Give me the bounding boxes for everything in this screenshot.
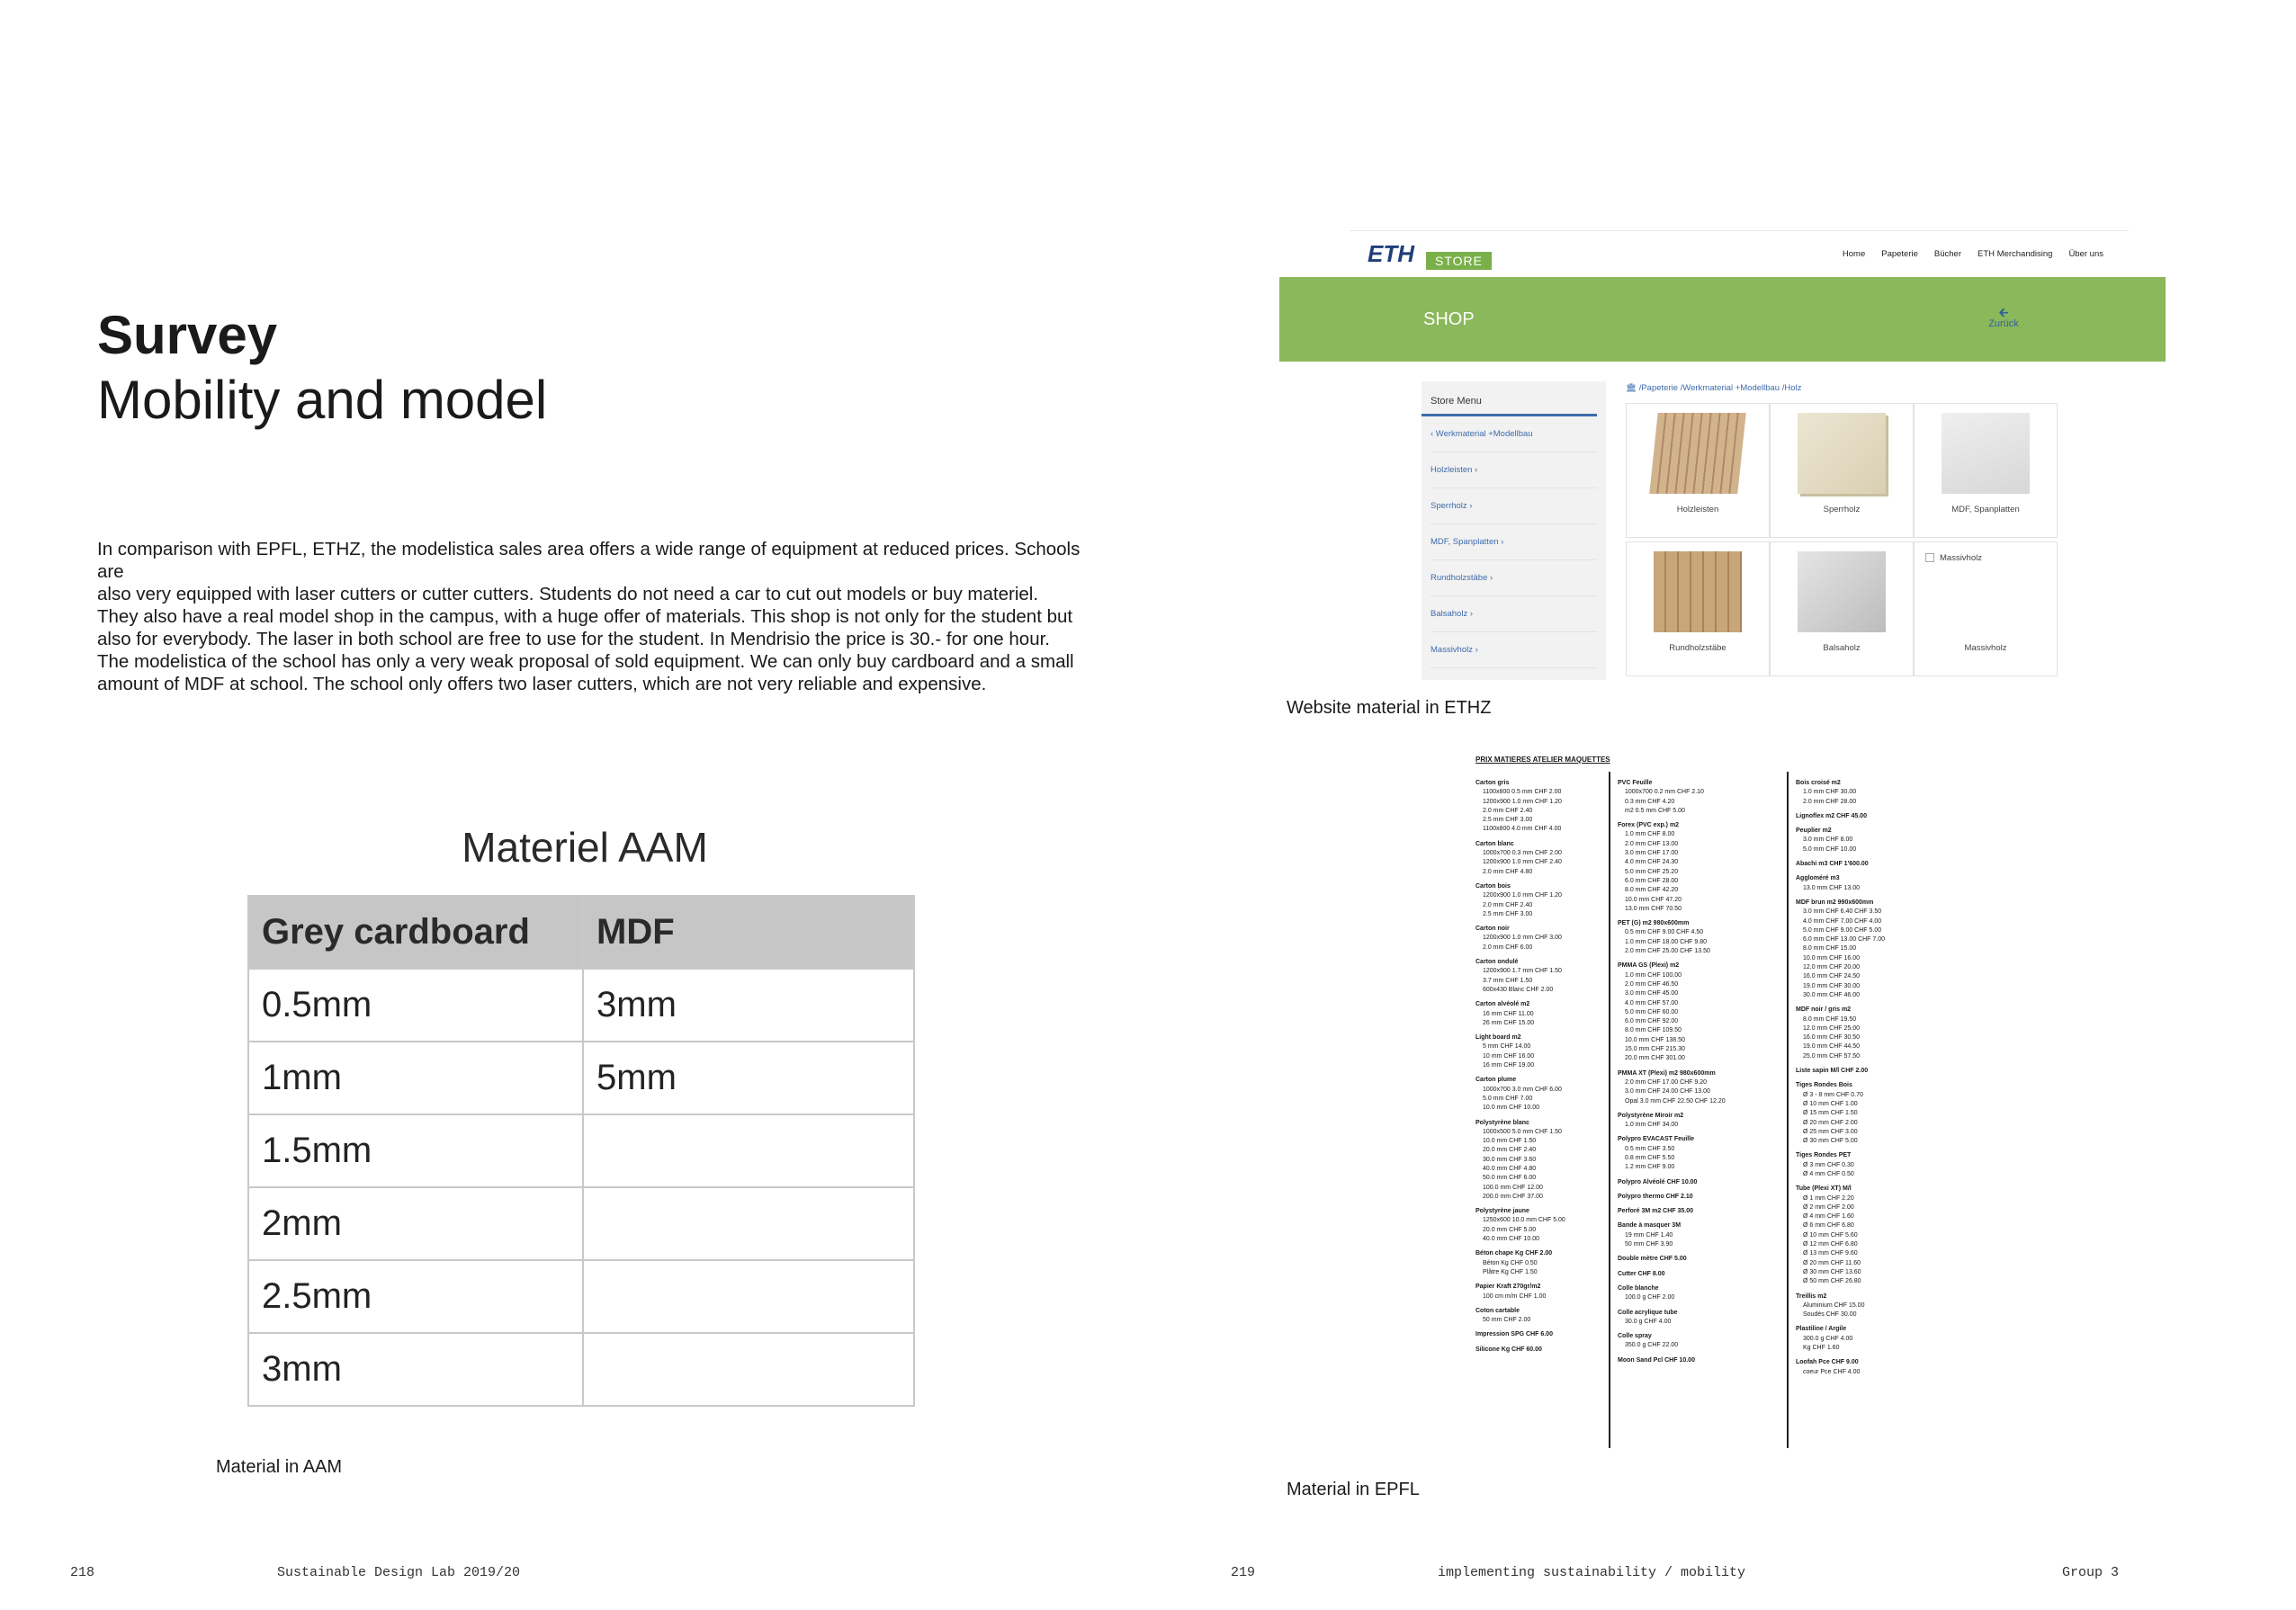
price-row: Ø 3 mm CHF 0.30 bbox=[1803, 1161, 1854, 1168]
price-group-heading: Peuplier m2 bbox=[1796, 827, 1832, 835]
price-group-heading: Carton noir bbox=[1475, 926, 1510, 933]
price-row: Ø 15 mm CHF 1.50 bbox=[1803, 1110, 1858, 1117]
price-group-heading: Plastiline / Argile bbox=[1796, 1326, 1847, 1333]
price-row: 300.0 g CHF 4.00 bbox=[1803, 1335, 1853, 1342]
price-row: 5 mm CHF 14.00 bbox=[1483, 1043, 1531, 1051]
price-row: 26 mm CHF 15.00 bbox=[1483, 1019, 1535, 1026]
price-group-heading: Lignoflex m2 CHF 45.00 bbox=[1796, 812, 1867, 819]
price-group-heading: Carton gris bbox=[1475, 780, 1510, 786]
price-group-heading: Béton chape Kg CHF 2.00 bbox=[1475, 1250, 1553, 1257]
price-row: Opal 3.0 mm CHF 22.50 CHF 12.20 bbox=[1625, 1097, 1726, 1105]
price-row: 5.0 mm CHF 25.20 bbox=[1625, 868, 1679, 875]
price-row: 1000x700 3.0 mm CHF 6.00 bbox=[1483, 1086, 1562, 1093]
table-cell bbox=[583, 1260, 914, 1333]
home-icon: 🏛 bbox=[1626, 383, 1637, 393]
price-row: 8.0 mm CHF 109.50 bbox=[1625, 1027, 1682, 1034]
figure-caption-aam: Material in AAM bbox=[216, 1457, 343, 1477]
table-cell: 2mm bbox=[248, 1187, 583, 1260]
price-row: 16 mm CHF 11.00 bbox=[1483, 1010, 1534, 1017]
eth-nav-item: Über uns bbox=[2068, 249, 2103, 259]
price-row: 16.0 mm CHF 24.50 bbox=[1803, 973, 1861, 980]
price-row: 10 mm CHF 16.00 bbox=[1483, 1052, 1535, 1060]
eth-menu-item: Massivholz › bbox=[1431, 632, 1597, 668]
eth-back-link bbox=[1977, 306, 2031, 329]
price-row: 1200x900 1.7 mm CHF 1.50 bbox=[1483, 968, 1562, 975]
price-group-heading: Cutter CHF 8.00 bbox=[1618, 1270, 1665, 1277]
eth-menu-item: Rundholzstäbe › bbox=[1431, 560, 1597, 596]
price-group-heading: Perforé 3M m2 CHF 35.00 bbox=[1618, 1208, 1694, 1215]
eth-menu-item: MDF, Spanplatten › bbox=[1431, 524, 1597, 560]
price-row: 0.3 mm CHF 4.20 bbox=[1625, 798, 1675, 805]
price-group-heading: Light board m2 bbox=[1475, 1034, 1521, 1042]
price-group-heading: Colle spray bbox=[1618, 1333, 1652, 1340]
price-row: 6.0 mm CHF 92.00 bbox=[1625, 1018, 1679, 1025]
price-row: 12.0 mm CHF 25.00 bbox=[1803, 1024, 1861, 1032]
eth-product-tile bbox=[1626, 403, 1770, 538]
price-group-heading: Carton alvéolé m2 bbox=[1475, 1001, 1530, 1008]
price-row: 1250x600 10.0 mm CHF 5.00 bbox=[1483, 1217, 1565, 1224]
page-number-left: 218 bbox=[70, 1565, 95, 1580]
product-image bbox=[1942, 413, 2030, 494]
price-group-heading: Polypro Alvéolé CHF 10.00 bbox=[1618, 1178, 1698, 1185]
price-row: Plâtre Kg CHF 1.50 bbox=[1483, 1268, 1538, 1275]
price-row: 1000x500 5.0 mm CHF 1.50 bbox=[1483, 1128, 1562, 1135]
product-tile-label: Massivholz bbox=[1964, 643, 2007, 653]
price-row: 600x430 Blanc CHF 2.00 bbox=[1483, 986, 1554, 993]
eth-breadcrumb bbox=[1626, 383, 1801, 393]
price-row: 1.0 mm CHF 30.00 bbox=[1803, 789, 1857, 796]
price-column bbox=[1475, 774, 1565, 1355]
price-row: Ø 20 mm CHF 11.60 bbox=[1803, 1259, 1861, 1266]
price-row: Kg CHF 1.60 bbox=[1803, 1345, 1840, 1352]
price-row: 1.0 mm CHF 18.00 CHF 9.80 bbox=[1625, 938, 1708, 945]
eth-menu-item: ‹ Werkmaterial +Modellbau bbox=[1431, 416, 1597, 452]
eth-store-menu bbox=[1422, 381, 1606, 680]
price-row: 19.0 mm CHF 30.00 bbox=[1803, 982, 1861, 989]
table-cell: 0.5mm bbox=[248, 969, 583, 1042]
price-group-heading: Tube (Plexi XT) M/l bbox=[1796, 1185, 1852, 1193]
price-row: 1000x700 0.3 mm CHF 2.00 bbox=[1483, 850, 1562, 857]
price-group-heading: PMMA XT (Plexi) m2 980x600mm bbox=[1618, 1069, 1716, 1077]
price-row: 19.0 mm CHF 44.50 bbox=[1803, 1043, 1861, 1051]
price-row: 1200x900 1.0 mm CHF 1.20 bbox=[1483, 892, 1562, 899]
price-row: 2.0 mm CHF 2.40 bbox=[1483, 901, 1533, 908]
price-row: 15.0 mm CHF 215.30 bbox=[1625, 1046, 1685, 1053]
price-group-heading: Bande à masquer 3M bbox=[1618, 1222, 1682, 1230]
price-row: 100.0 g CHF 2.00 bbox=[1625, 1294, 1675, 1301]
eth-store-screenshot bbox=[1279, 230, 2166, 680]
table-cell: 3mm bbox=[583, 969, 914, 1042]
price-row: 1200x900 1.0 mm CHF 1.20 bbox=[1483, 798, 1562, 805]
price-row: 2.0 mm CHF 13.00 bbox=[1625, 840, 1679, 847]
eth-product-tile bbox=[1770, 541, 1914, 676]
eth-product-tile bbox=[1626, 541, 1770, 676]
price-group-heading: Treillis m2 bbox=[1796, 1292, 1827, 1300]
price-row: 0.5 mm CHF 3.50 bbox=[1625, 1145, 1675, 1152]
table-cell: 1mm bbox=[248, 1042, 583, 1114]
price-group-heading: Tiges Rondes PET bbox=[1796, 1152, 1852, 1159]
product-tile-label: Balsaholz bbox=[1823, 643, 1861, 653]
price-row: 4.0 mm CHF 24.30 bbox=[1625, 859, 1679, 866]
price-row: Ø 1 mm CHF 2.20 bbox=[1803, 1194, 1854, 1202]
table-cell bbox=[583, 1187, 914, 1260]
price-row: 1200x900 1.0 mm CHF 3.00 bbox=[1483, 935, 1562, 942]
eth-nav bbox=[1826, 249, 2103, 259]
price-group-heading: Silicone Kg CHF 60.00 bbox=[1475, 1346, 1542, 1353]
product-image bbox=[1649, 413, 1745, 494]
paragraph-line: amount of MDF at school. The school only offers two laser cutters, which are not very reliable and expensive. bbox=[97, 674, 987, 694]
price-row: 10.0 mm CHF 16.00 bbox=[1803, 954, 1861, 962]
price-row: 8.0 mm CHF 19.50 bbox=[1803, 1015, 1857, 1023]
eth-shop-title: SHOP bbox=[1423, 309, 1475, 329]
product-image bbox=[1798, 413, 1886, 494]
price-row: 5.0 mm CHF 10.00 bbox=[1803, 845, 1857, 853]
price-row: coeur Pce CHF 4.00 bbox=[1803, 1368, 1861, 1375]
price-row: 2.5 mm CHF 3.00 bbox=[1483, 817, 1533, 824]
price-row: Ø 13 mm CHF 9.60 bbox=[1803, 1250, 1858, 1257]
price-row: 3.0 mm CHF 8.00 bbox=[1803, 836, 1853, 844]
price-row: 50 mm CHF 3.90 bbox=[1625, 1241, 1673, 1248]
price-group-heading: Polypro thermo CHF 2.10 bbox=[1618, 1193, 1693, 1200]
page-subtitle: Mobility and model bbox=[97, 370, 548, 430]
price-row: 5.0 mm CHF 9.00 CHF 5.00 bbox=[1803, 926, 1882, 934]
price-group-heading: Coton cartable bbox=[1475, 1307, 1520, 1314]
price-row: 8.0 mm CHF 42.20 bbox=[1625, 887, 1679, 894]
price-row: Ø 3 - 8 mm CHF 0.70 bbox=[1803, 1091, 1863, 1098]
paragraph-line: also for everybody. The laser in both school are free to use for the student. In Mendrisio the price is 30.- for one hour. bbox=[97, 629, 1050, 649]
price-row: 40.0 mm CHF 10.00 bbox=[1483, 1236, 1540, 1243]
eth-product-tile bbox=[1914, 541, 2058, 676]
paragraph-line: They also have a real model shop in the campus, with a huge offer of materials. This shop is not only for the student but bbox=[97, 606, 1073, 627]
price-row: 3.7 mm CHF 1.50 bbox=[1483, 977, 1533, 984]
price-column bbox=[1618, 774, 1726, 1365]
price-row: 16.0 mm CHF 30.50 bbox=[1803, 1034, 1861, 1042]
price-row: 2.0 mm CHF 25.00 CHF 13.50 bbox=[1625, 948, 1710, 955]
figure-caption-eth: Website material in ETHZ bbox=[1287, 698, 1492, 718]
price-group-heading: Loofah Pce CHF 9.00 bbox=[1796, 1359, 1859, 1366]
price-group-heading: MDF noir / gris m2 bbox=[1796, 1006, 1852, 1014]
price-group-heading: Carton blanc bbox=[1475, 840, 1514, 847]
table-row bbox=[248, 1114, 914, 1187]
price-row: Ø 4 mm CHF 0.50 bbox=[1803, 1170, 1854, 1177]
table-cell: 5mm bbox=[583, 1042, 914, 1114]
eth-menu-item: Balsaholz › bbox=[1431, 596, 1597, 632]
table-cell bbox=[583, 1114, 914, 1187]
table-row bbox=[248, 1333, 914, 1406]
eth-back-label: Zurück bbox=[1988, 318, 2019, 329]
price-row: 3.0 mm CHF 45.00 bbox=[1625, 990, 1679, 997]
table-cell: 3mm bbox=[248, 1333, 583, 1406]
aam-figure-title: Materiel AAM bbox=[462, 824, 708, 871]
price-row: Ø 6 mm CHF 6.80 bbox=[1803, 1222, 1854, 1230]
aam-material-table bbox=[247, 895, 915, 1407]
price-group-heading: Liste sapin M/l CHF 2.00 bbox=[1796, 1068, 1869, 1075]
price-row: 4.0 mm CHF 57.00 bbox=[1625, 999, 1679, 1006]
table-row bbox=[248, 1187, 914, 1260]
price-row: 12.0 mm CHF 20.00 bbox=[1803, 964, 1861, 971]
paragraph-line: In comparison with EPFL, ETHZ, the modelistica sales area offers a wide range of equipment at reduced prices. Schools bbox=[97, 539, 1081, 559]
figure-caption-epfl: Material in EPFL bbox=[1287, 1480, 1420, 1499]
eth-shop-banner bbox=[1279, 277, 2166, 362]
eth-store-tag: STORE bbox=[1426, 252, 1492, 270]
table-cell: 2.5mm bbox=[248, 1260, 583, 1333]
price-row: 10.0 mm CHF 138.50 bbox=[1625, 1036, 1685, 1043]
body-paragraph bbox=[97, 538, 1109, 695]
price-group-heading: Forex (PVC exp.) m2 bbox=[1618, 822, 1680, 829]
product-image bbox=[1798, 551, 1886, 632]
price-row: 50.0 mm CHF 6.00 bbox=[1483, 1175, 1537, 1182]
arrow-left-icon: 🡰 bbox=[1998, 305, 2009, 319]
price-row: Ø 12 mm CHF 6.80 bbox=[1803, 1241, 1858, 1248]
table-row bbox=[248, 1260, 914, 1333]
table-cell bbox=[583, 1333, 914, 1406]
eth-header bbox=[1350, 230, 2129, 276]
price-row: 20.0 mm CHF 5.00 bbox=[1483, 1226, 1537, 1233]
product-tile-label: Holzleisten bbox=[1676, 505, 1719, 514]
price-row: 16 mm CHF 19.00 bbox=[1483, 1062, 1535, 1069]
price-group-heading: Papier Kraft 270gr/m2 bbox=[1475, 1284, 1541, 1291]
footer-title-right: implementing sustainability / mobility bbox=[1438, 1565, 1746, 1580]
price-row: 1200x900 1.0 mm CHF 2.40 bbox=[1483, 859, 1562, 866]
price-group-heading: PET (G) m2 980x600mm bbox=[1618, 920, 1690, 927]
price-group-heading: Moon Sand Pcl CHF 10.00 bbox=[1618, 1356, 1695, 1364]
price-row: 2.5 mm CHF 3.00 bbox=[1483, 910, 1533, 917]
price-column bbox=[1796, 774, 1885, 1377]
price-row: 4.0 mm CHF 7.00 CHF 4.00 bbox=[1803, 917, 1882, 925]
price-row: 2.0 mm CHF 2.40 bbox=[1483, 807, 1533, 814]
price-row: Ø 30 mm CHF 13.60 bbox=[1803, 1268, 1861, 1275]
price-row: 350.0 g CHF 22.00 bbox=[1625, 1342, 1679, 1349]
price-row: 19 mm CHF 1.40 bbox=[1625, 1231, 1673, 1239]
price-row: 1.0 mm CHF 8.00 bbox=[1625, 831, 1675, 838]
page-title: Survey bbox=[97, 305, 278, 365]
price-row: 100.0 mm CHF 12.00 bbox=[1483, 1184, 1543, 1191]
price-row: 1100x800 4.0 mm CHF 4.00 bbox=[1483, 826, 1562, 833]
eth-nav-item: ETH Merchandising bbox=[1978, 249, 2053, 259]
product-image bbox=[1654, 551, 1742, 632]
price-row: 10.0 mm CHF 1.50 bbox=[1483, 1138, 1537, 1145]
price-group-heading: Colle blanche bbox=[1618, 1284, 1659, 1292]
price-row: 30.0 mm CHF 3.60 bbox=[1483, 1156, 1537, 1163]
broken-image-alt: Massivholz bbox=[1925, 553, 1982, 563]
price-group-heading: PMMA GS (Plexi) m2 bbox=[1618, 962, 1680, 970]
price-group-heading: Polystyrène jaune bbox=[1475, 1208, 1529, 1215]
price-row: 30.0 mm CHF 46.00 bbox=[1803, 991, 1861, 998]
price-group-heading: Bois croisé m2 bbox=[1796, 780, 1841, 786]
price-row: Ø 10 mm CHF 5.60 bbox=[1803, 1231, 1858, 1239]
price-group-heading: Carton bois bbox=[1475, 882, 1511, 890]
price-row: 40.0 mm CHF 4.80 bbox=[1483, 1165, 1537, 1172]
price-row: 6.0 mm CHF 13.00 CHF 7.00 bbox=[1803, 936, 1886, 944]
price-group-heading: Tiges Rondes Bois bbox=[1796, 1082, 1852, 1089]
eth-product-tile bbox=[1914, 403, 2058, 538]
price-row: 1.0 mm CHF 34.00 bbox=[1625, 1122, 1679, 1129]
price-row: 0.8 mm CHF 5.50 bbox=[1625, 1154, 1675, 1161]
price-row: 6.0 mm CHF 28.00 bbox=[1625, 877, 1679, 884]
price-row: 2.0 mm CHF 28.00 bbox=[1803, 798, 1857, 805]
product-tile-label: Sperrholz bbox=[1823, 505, 1861, 514]
price-row: 30.0 g CHF 4.00 bbox=[1625, 1318, 1672, 1325]
page-number-right: 219 bbox=[1231, 1565, 1256, 1580]
price-row: Ø 25 mm CHF 3.00 bbox=[1803, 1128, 1858, 1135]
price-row: 10.0 mm CHF 47.20 bbox=[1625, 896, 1682, 903]
product-tile-label: MDF, Spanplatten bbox=[1951, 505, 2020, 514]
price-row: 2.0 mm CHF 17.00 CHF 9.20 bbox=[1625, 1078, 1708, 1086]
price-row: 3.0 mm CHF 24.00 CHF 13.00 bbox=[1625, 1088, 1710, 1096]
table-header-cell: Grey cardboard bbox=[248, 896, 583, 969]
price-row: 1.2 mm CHF 9.00 bbox=[1625, 1164, 1675, 1171]
price-row: 13.0 mm CHF 13.00 bbox=[1803, 884, 1861, 891]
eth-menu-item: Sperrholz › bbox=[1431, 488, 1597, 524]
price-group-heading: Polypro EVACAST Feuille bbox=[1618, 1136, 1695, 1143]
product-tile-label: Rundholzstäbe bbox=[1669, 643, 1726, 653]
price-row: 20.0 mm CHF 301.00 bbox=[1625, 1055, 1685, 1062]
aam-material-figure bbox=[211, 805, 958, 1435]
price-row: 200.0 mm CHF 37.00 bbox=[1483, 1193, 1543, 1200]
price-group-heading: MDF brun m2 990x600mm bbox=[1796, 899, 1874, 906]
price-row: Aluminium CHF 15.00 bbox=[1803, 1301, 1865, 1309]
table-header-row bbox=[248, 896, 914, 969]
price-row: Ø 10 mm CHF 1.00 bbox=[1803, 1100, 1858, 1107]
paragraph-line: are bbox=[97, 561, 124, 582]
table-header-cell: MDF bbox=[583, 896, 914, 969]
paragraph-line: The modelistica of the school has only a very weak proposal of sold equipment. We can only buy cardboard and a small bbox=[97, 651, 1074, 672]
eth-breadcrumb-text: /Papeterie /Werkmaterial +Modellbau /Holz bbox=[1638, 383, 1802, 393]
table-row bbox=[248, 1042, 914, 1114]
price-row: Béton Kg CHF 0.50 bbox=[1483, 1259, 1538, 1266]
price-row: 5.0 mm CHF 60.00 bbox=[1625, 1008, 1679, 1015]
price-row: 2.0 mm CHF 4.80 bbox=[1483, 868, 1533, 875]
price-group-heading: Abachi m3 CHF 1'600.00 bbox=[1796, 861, 1869, 868]
price-row: Ø 50 mm CHF 26.80 bbox=[1803, 1278, 1861, 1285]
price-row: 0.5 mm CHF 9.00 CHF 4.50 bbox=[1625, 929, 1704, 936]
column-divider bbox=[1609, 772, 1610, 1448]
price-row: 13.0 mm CHF 70.50 bbox=[1625, 905, 1682, 912]
price-row: 5.0 mm CHF 7.00 bbox=[1483, 1095, 1533, 1102]
price-group-heading: Impression SPG CHF 6.00 bbox=[1475, 1331, 1553, 1338]
price-group-heading: Double mètre CHF 5.00 bbox=[1618, 1256, 1687, 1263]
price-row: 3.0 mm CHF 17.00 bbox=[1625, 850, 1679, 857]
price-row: 3.0 mm CHF 6.40 CHF 3.50 bbox=[1803, 908, 1882, 916]
price-row: 1100x800 0.5 mm CHF 2.00 bbox=[1483, 789, 1562, 796]
column-divider bbox=[1787, 772, 1789, 1448]
eth-logo-text: ETH bbox=[1368, 240, 1414, 267]
eth-nav-item: Bücher bbox=[1933, 249, 1962, 259]
epfl-price-list bbox=[1475, 756, 1961, 1448]
price-row: Ø 4 mm CHF 1.60 bbox=[1803, 1213, 1854, 1221]
price-row: 100 cm m/m CHF 1.00 bbox=[1483, 1292, 1547, 1300]
price-row: Ø 2 mm CHF 2.00 bbox=[1803, 1203, 1854, 1211]
eth-store-menu-title: Store Menu bbox=[1422, 381, 1597, 416]
price-row: 10.0 mm CHF 10.00 bbox=[1483, 1105, 1540, 1112]
epfl-price-list-header: PRIX MATIERES ATELIER MAQUETTES bbox=[1475, 756, 1610, 764]
price-row: Ø 20 mm CHF 2.00 bbox=[1803, 1119, 1858, 1126]
paragraph-line: also very equipped with laser cutters or cutter cutters. Students do not need a car to cut out models or buy materiel. bbox=[97, 584, 1039, 604]
eth-logo bbox=[1368, 240, 1483, 268]
eth-nav-item: Home bbox=[1842, 249, 1866, 259]
eth-menu-item: Holzleisten › bbox=[1431, 452, 1597, 488]
footer-title-left: Sustainable Design Lab 2019/20 bbox=[277, 1565, 521, 1580]
price-group-heading: Polystyrène Miroir m2 bbox=[1618, 1112, 1684, 1119]
eth-nav-item: Papeterie bbox=[1881, 249, 1918, 259]
price-row: 20.0 mm CHF 2.40 bbox=[1483, 1147, 1537, 1154]
price-row: 2.0 mm CHF 6.00 bbox=[1483, 944, 1533, 951]
table-cell: 1.5mm bbox=[248, 1114, 583, 1187]
table-row bbox=[248, 969, 914, 1042]
price-group-heading: Colle acrylique tube bbox=[1618, 1309, 1678, 1316]
price-row: m2 0.5 mm CHF 5.00 bbox=[1625, 807, 1685, 814]
price-row: 50 mm CHF 2.00 bbox=[1483, 1317, 1531, 1324]
footer-group: Group 3 bbox=[2062, 1565, 2120, 1580]
price-row: 1.0 mm CHF 100.00 bbox=[1625, 971, 1682, 979]
price-row: Ø 30 mm CHF 5.00 bbox=[1803, 1138, 1858, 1145]
price-group-heading: Carton ondulé bbox=[1475, 959, 1519, 966]
eth-product-tile bbox=[1770, 403, 1914, 538]
price-row: 2.0 mm CHF 46.50 bbox=[1625, 980, 1679, 988]
price-group-heading: Polystyrène blanc bbox=[1475, 1119, 1529, 1126]
price-group-heading: Carton plume bbox=[1475, 1077, 1517, 1084]
price-group-heading: Aggloméré m3 bbox=[1796, 875, 1840, 882]
price-row: 1000x700 0.2 mm CHF 2.10 bbox=[1625, 789, 1704, 796]
price-row: Soudés CHF 30.00 bbox=[1803, 1311, 1857, 1319]
price-row: 8.0 mm CHF 15.00 bbox=[1803, 945, 1857, 953]
price-group-heading: PVC Feuille bbox=[1618, 780, 1653, 786]
price-row: 25.0 mm CHF 57.50 bbox=[1803, 1052, 1861, 1060]
